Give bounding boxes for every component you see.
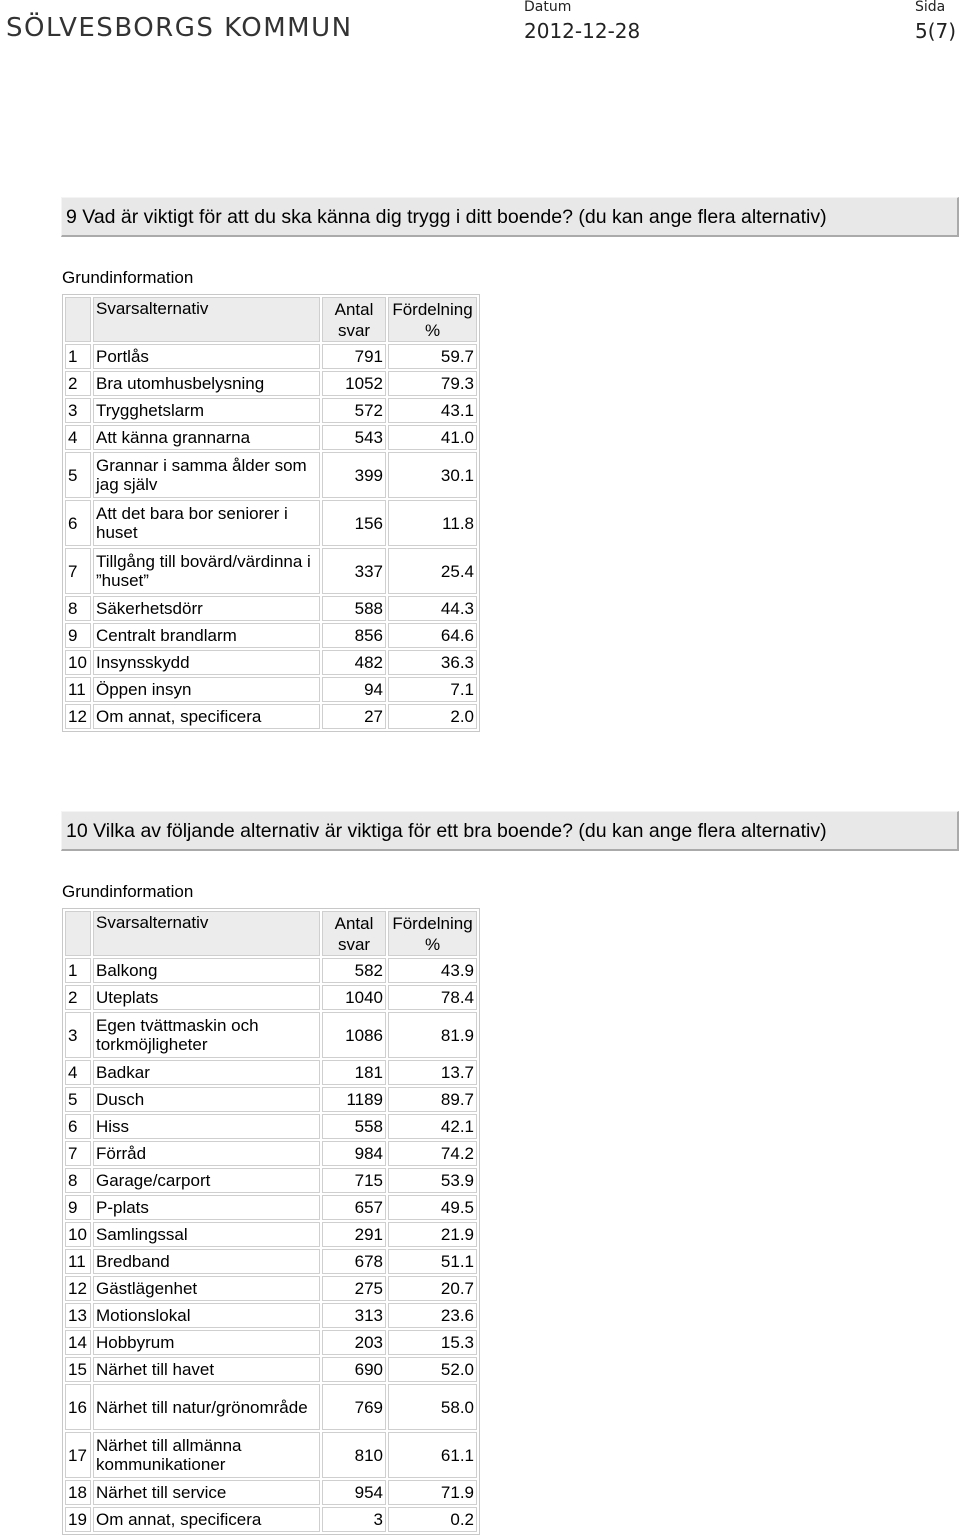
row-number: 8 <box>65 1168 91 1193</box>
row-percent: 41.0 <box>388 425 477 450</box>
row-percent: 59.7 <box>388 344 477 369</box>
row-percent: 15.3 <box>388 1330 477 1355</box>
row-count: 291 <box>322 1222 386 1247</box>
row-count: 657 <box>322 1195 386 1220</box>
table-row <box>65 985 477 1010</box>
page-label: Sida <box>915 0 946 15</box>
question-10-table <box>62 908 480 1535</box>
row-number: 9 <box>65 1195 91 1220</box>
table-row <box>65 1432 477 1478</box>
row-label: Motionslokal <box>93 1303 320 1328</box>
question-10-heading: 10 Vilka av följande alternativ är viktiga för ett bra boende? (du kan ange flera alternativ) <box>61 811 959 851</box>
row-number: 7 <box>65 1141 91 1166</box>
row-percent: 43.1 <box>388 398 477 423</box>
table-row <box>65 398 477 423</box>
header-count: Antal svar <box>322 297 386 342</box>
table-row <box>65 650 477 675</box>
row-count: 3 <box>322 1507 386 1532</box>
row-percent: 53.9 <box>388 1168 477 1193</box>
table-row <box>65 1507 477 1532</box>
row-number: 3 <box>65 398 91 423</box>
row-label: Egen tvättmaskin och torkmöjligheter <box>93 1012 320 1058</box>
header-count: Antal svar <box>322 911 386 956</box>
row-number: 4 <box>65 1060 91 1085</box>
table-row <box>65 1357 477 1382</box>
header-percent: Fördelning % <box>388 297 477 342</box>
row-count: 275 <box>322 1276 386 1301</box>
row-label: Hiss <box>93 1114 320 1139</box>
row-label: Bra utomhusbelysning <box>93 371 320 396</box>
row-number: 6 <box>65 1114 91 1139</box>
row-number: 14 <box>65 1330 91 1355</box>
row-label: Om annat, specificera <box>93 704 320 729</box>
row-label: Närhet till service <box>93 1480 320 1505</box>
row-number: 12 <box>65 1276 91 1301</box>
table-row <box>65 1087 477 1112</box>
row-number: 11 <box>65 1249 91 1274</box>
header-option: Svarsalternativ <box>93 297 320 342</box>
row-count: 810 <box>322 1432 386 1478</box>
table-row <box>65 548 477 594</box>
row-count: 313 <box>322 1303 386 1328</box>
row-count: 181 <box>322 1060 386 1085</box>
row-count: 791 <box>322 344 386 369</box>
question-10-table-body <box>65 911 477 1532</box>
row-percent: 21.9 <box>388 1222 477 1247</box>
row-number: 1 <box>65 344 91 369</box>
row-count: 1189 <box>322 1087 386 1112</box>
row-count: 558 <box>322 1114 386 1139</box>
table-row <box>65 371 477 396</box>
table-row <box>65 500 477 546</box>
row-label: Trygghetslarm <box>93 398 320 423</box>
row-label: Gästlägenhet <box>93 1276 320 1301</box>
row-number: 10 <box>65 650 91 675</box>
row-count: 690 <box>322 1357 386 1382</box>
row-percent: 30.1 <box>388 452 477 498</box>
row-count: 337 <box>322 548 386 594</box>
row-number: 5 <box>65 1087 91 1112</box>
row-label: Säkerhetsdörr <box>93 596 320 621</box>
row-count: 1086 <box>322 1012 386 1058</box>
row-percent: 20.7 <box>388 1276 477 1301</box>
page-block <box>915 0 956 43</box>
row-count: 203 <box>322 1330 386 1355</box>
row-number: 11 <box>65 677 91 702</box>
row-percent: 0.2 <box>388 1507 477 1532</box>
row-label: Närhet till natur/grönområde <box>93 1384 320 1430</box>
table-header-row <box>65 911 477 956</box>
header-option: Svarsalternativ <box>93 911 320 956</box>
row-number: 18 <box>65 1480 91 1505</box>
municipality-logo: SÖLVESBORGS KOMMUN <box>6 13 353 43</box>
page-number: 5(7) <box>915 19 957 43</box>
row-count: 769 <box>322 1384 386 1430</box>
row-count: 27 <box>322 704 386 729</box>
row-label: Förråd <box>93 1141 320 1166</box>
row-percent: 11.8 <box>388 500 477 546</box>
row-label: Garage/carport <box>93 1168 320 1193</box>
row-percent: 52.0 <box>388 1357 477 1382</box>
row-number: 10 <box>65 1222 91 1247</box>
row-label: Uteplats <box>93 985 320 1010</box>
header-percent: Fördelning % <box>388 911 477 956</box>
row-percent: 23.6 <box>388 1303 477 1328</box>
table-row <box>65 677 477 702</box>
row-label: Tillgång till bovärd/värdinna i ”huset” <box>93 548 320 594</box>
row-percent: 79.3 <box>388 371 477 396</box>
row-count: 572 <box>322 398 386 423</box>
row-percent: 81.9 <box>388 1012 477 1058</box>
header-number-cell <box>65 911 91 956</box>
row-label: Samlingssal <box>93 1222 320 1247</box>
table-row <box>65 1141 477 1166</box>
question-9-subheading: Grundinformation <box>62 268 194 287</box>
row-label: Att det bara bor seniorer i huset <box>93 500 320 546</box>
row-number: 7 <box>65 548 91 594</box>
row-percent: 49.5 <box>388 1195 477 1220</box>
row-percent: 36.3 <box>388 650 477 675</box>
row-percent: 2.0 <box>388 704 477 729</box>
table-row <box>65 1303 477 1328</box>
row-percent: 51.1 <box>388 1249 477 1274</box>
row-percent: 25.4 <box>388 548 477 594</box>
row-percent: 64.6 <box>388 623 477 648</box>
row-percent: 42.1 <box>388 1114 477 1139</box>
row-count: 482 <box>322 650 386 675</box>
row-number: 17 <box>65 1432 91 1478</box>
row-percent: 43.9 <box>388 958 477 983</box>
row-count: 678 <box>322 1249 386 1274</box>
row-number: 4 <box>65 425 91 450</box>
row-count: 582 <box>322 958 386 983</box>
question-10-subheading: Grundinformation <box>62 882 194 901</box>
row-label: P-plats <box>93 1195 320 1220</box>
table-row <box>65 596 477 621</box>
row-percent: 78.4 <box>388 985 477 1010</box>
table-row <box>65 1168 477 1193</box>
row-percent: 71.9 <box>388 1480 477 1505</box>
row-count: 543 <box>322 425 386 450</box>
row-number: 3 <box>65 1012 91 1058</box>
table-row <box>65 452 477 498</box>
table-row <box>65 1114 477 1139</box>
date-value: 2012-12-28 <box>524 19 641 43</box>
row-number: 12 <box>65 704 91 729</box>
table-row <box>65 623 477 648</box>
row-label: Insynsskydd <box>93 650 320 675</box>
table-row <box>65 958 477 983</box>
row-label: Om annat, specificera <box>93 1507 320 1532</box>
row-label: Hobbyrum <box>93 1330 320 1355</box>
table-row <box>65 1222 477 1247</box>
row-percent: 89.7 <box>388 1087 477 1112</box>
row-label: Centralt brandlarm <box>93 623 320 648</box>
table-row <box>65 344 477 369</box>
row-count: 1040 <box>322 985 386 1010</box>
header-number-cell <box>65 297 91 342</box>
row-percent: 61.1 <box>388 1432 477 1478</box>
row-count: 856 <box>322 623 386 648</box>
table-row <box>65 1249 477 1274</box>
row-count: 399 <box>322 452 386 498</box>
row-percent: 7.1 <box>388 677 477 702</box>
question-9-heading: 9 Vad är viktigt för att du ska känna dig trygg i ditt boende? (du kan ange flera alternativ) <box>61 197 959 237</box>
table-row <box>65 425 477 450</box>
row-count: 156 <box>322 500 386 546</box>
question-9-table <box>62 294 480 732</box>
row-number: 19 <box>65 1507 91 1532</box>
row-count: 954 <box>322 1480 386 1505</box>
table-row <box>65 1276 477 1301</box>
row-count: 1052 <box>322 371 386 396</box>
row-label: Grannar i samma ålder som jag själv <box>93 452 320 498</box>
row-number: 15 <box>65 1357 91 1382</box>
row-percent: 13.7 <box>388 1060 477 1085</box>
table-row <box>65 704 477 729</box>
row-number: 2 <box>65 371 91 396</box>
row-number: 8 <box>65 596 91 621</box>
row-percent: 58.0 <box>388 1384 477 1430</box>
date-block <box>524 0 640 43</box>
row-label: Balkong <box>93 958 320 983</box>
row-percent: 74.2 <box>388 1141 477 1166</box>
row-count: 984 <box>322 1141 386 1166</box>
question-9-table-body <box>65 297 477 729</box>
table-row <box>65 1195 477 1220</box>
row-number: 16 <box>65 1384 91 1430</box>
row-label: Portlås <box>93 344 320 369</box>
row-label: Badkar <box>93 1060 320 1085</box>
row-count: 588 <box>322 596 386 621</box>
row-number: 5 <box>65 452 91 498</box>
row-label: Närhet till havet <box>93 1357 320 1382</box>
row-number: 9 <box>65 623 91 648</box>
row-count: 715 <box>322 1168 386 1193</box>
row-count: 94 <box>322 677 386 702</box>
table-row <box>65 1330 477 1355</box>
row-number: 6 <box>65 500 91 546</box>
row-label: Dusch <box>93 1087 320 1112</box>
row-number: 2 <box>65 985 91 1010</box>
row-percent: 44.3 <box>388 596 477 621</box>
table-header-row <box>65 297 477 342</box>
row-label: Att känna grannarna <box>93 425 320 450</box>
row-label: Närhet till allmänna kommunikationer <box>93 1432 320 1478</box>
row-label: Öppen insyn <box>93 677 320 702</box>
date-label: Datum <box>524 0 572 15</box>
table-row <box>65 1384 477 1430</box>
row-number: 13 <box>65 1303 91 1328</box>
row-number: 1 <box>65 958 91 983</box>
table-row <box>65 1480 477 1505</box>
table-row <box>65 1012 477 1058</box>
row-label: Bredband <box>93 1249 320 1274</box>
table-row <box>65 1060 477 1085</box>
